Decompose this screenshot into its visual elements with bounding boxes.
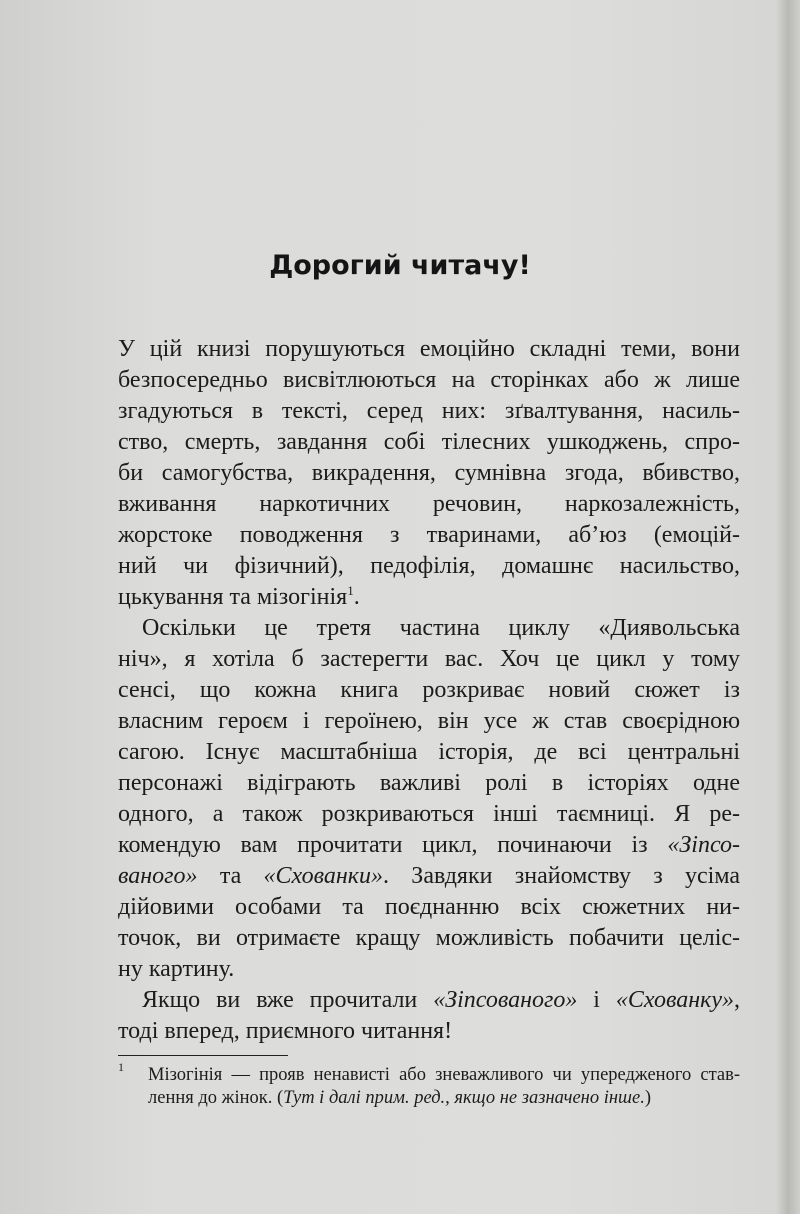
page-title: Дорогий читачу! bbox=[269, 250, 531, 281]
italic-text: «Зіпсо- bbox=[667, 832, 740, 858]
text-segment: персонажі відіграють важливі ролі в історіях одне bbox=[118, 770, 740, 796]
text-segment: . Завдяки знайомству з усіма bbox=[383, 863, 740, 889]
text-segment: ) bbox=[644, 1088, 652, 1108]
body-text bbox=[118, 334, 740, 1047]
text-line bbox=[118, 458, 740, 489]
italic-text: Тут і далі прим. ред., якщо не зазначено інше. bbox=[283, 1088, 645, 1108]
text-line bbox=[118, 923, 740, 954]
footnote-ref: 1 bbox=[347, 583, 354, 598]
text-segment: , bbox=[734, 987, 741, 1013]
text-segment: ну картину. bbox=[118, 956, 235, 982]
text-line bbox=[118, 861, 740, 892]
footnote-divider bbox=[118, 1055, 288, 1056]
italic-text: «Схованки» bbox=[263, 863, 383, 889]
text-line bbox=[118, 520, 740, 551]
text-segment: Якщо ви вже прочитали bbox=[142, 987, 434, 1013]
italic-text: «Зіпсованого» bbox=[433, 987, 578, 1013]
text-segment: Оскільки це третя частина циклу «Диявольська bbox=[142, 615, 740, 641]
text-line bbox=[118, 799, 740, 830]
text-segment: одного, а також розкриваються інші таємниці. Я ре- bbox=[118, 801, 740, 827]
text-segment: сенсі, що кожна книга розкриває новий сюжет із bbox=[118, 677, 740, 703]
footnote bbox=[118, 1060, 740, 1110]
text-line bbox=[118, 1016, 740, 1047]
footnote-number: 1 bbox=[118, 1060, 124, 1074]
text-segment: дійовими особами та поєднанню всіх сюжетних ни- bbox=[118, 894, 740, 920]
text-segment: . bbox=[353, 584, 360, 610]
text-segment: лення до жінок. ( bbox=[148, 1088, 284, 1108]
text-line bbox=[118, 427, 740, 458]
text-segment: згадуються в тексті, серед них: зґвалтування, насиль- bbox=[118, 398, 740, 424]
text-line bbox=[118, 985, 740, 1016]
text-segment: сагою. Існує масштабніша історія, де всі центральні bbox=[118, 739, 740, 765]
text-line bbox=[118, 551, 740, 582]
italic-text: ваного» bbox=[118, 863, 198, 889]
text-segment: Мізогінія — прояв ненависті або зневажливого чи упередженого став- bbox=[148, 1065, 740, 1085]
text-segment: власним героєм і героїнею, він усе ж став своєрідною bbox=[118, 708, 740, 734]
text-line bbox=[118, 334, 740, 365]
footnote-line bbox=[148, 1087, 740, 1110]
text-line bbox=[118, 396, 740, 427]
text-segment: точок, ви отримаєте кращу можливість побачити целіс- bbox=[118, 925, 740, 951]
text-line bbox=[118, 582, 740, 613]
text-segment: ство, смерть, завдання собі тілесних ушкоджень, спро- bbox=[118, 429, 740, 455]
italic-text: «Схованку» bbox=[615, 987, 735, 1013]
text-line bbox=[118, 706, 740, 737]
text-segment: ний чи фізичний), педофілія, домашнє насильство, bbox=[118, 553, 740, 579]
text-segment: тоді вперед, приємного читання! bbox=[118, 1018, 453, 1044]
text-segment: і bbox=[577, 987, 616, 1013]
text-line bbox=[118, 675, 740, 706]
text-segment: ніч», я хотіла б застерегти вас. Хоч це цикл у тому bbox=[118, 646, 740, 672]
text-line bbox=[118, 737, 740, 768]
text-line bbox=[118, 768, 740, 799]
text-segment: цькування та мізогінія bbox=[118, 584, 348, 610]
text-segment: комендую вам прочитати цикл, починаючи із bbox=[118, 832, 668, 858]
text-segment: та bbox=[197, 863, 264, 889]
text-line bbox=[118, 830, 740, 861]
text-line bbox=[118, 954, 740, 985]
text-line bbox=[118, 613, 740, 644]
text-line bbox=[118, 365, 740, 396]
footnote-line bbox=[148, 1064, 740, 1087]
text-segment: вживання наркотичних речовин, наркозалежність, bbox=[118, 491, 740, 517]
text-segment: би самогубства, викрадення, сумнівна згода, вбивство, bbox=[118, 460, 740, 486]
text-line bbox=[118, 644, 740, 675]
text-line bbox=[118, 489, 740, 520]
text-segment: жорстоке поводження з тваринами, аб’юз (емоцій- bbox=[118, 522, 740, 548]
text-line bbox=[118, 892, 740, 923]
text-segment: У цій книзі порушуються емоційно складні теми, вони bbox=[118, 336, 740, 362]
text-segment: безпосередньо висвітлюються на сторінках або ж лише bbox=[118, 367, 740, 393]
